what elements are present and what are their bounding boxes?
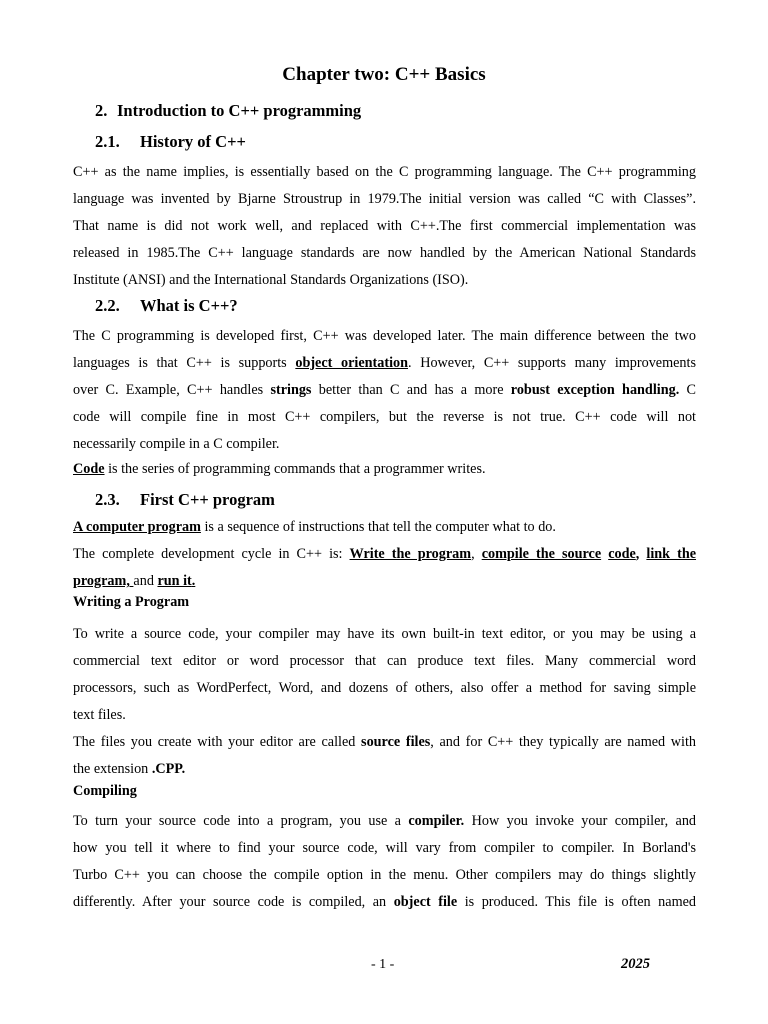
chapter-title: Chapter two: C++ Basics (282, 64, 486, 85)
paragraph-line: languages is that C++ is supports object orientation. However, C++ supports many improvements (73, 355, 696, 371)
paragraph-line: The files you create with your editor are called source files, and for C++ they typically are named with (73, 734, 696, 750)
paragraph-line: over C. Example, C++ handles strings better than C and has a more robust exception handling. C (73, 382, 697, 398)
term-write-the-program: Write the program (349, 546, 472, 562)
compiling-heading: Compiling (73, 783, 137, 799)
section-number: 2.3. (95, 490, 120, 509)
code-definition: Code is the series of programming commands that a programmer writes. (73, 461, 486, 477)
term-run-it: run it (157, 573, 192, 589)
section-title: What is C++? (140, 296, 238, 315)
paragraph-line: program, and run it. (73, 573, 196, 589)
paragraph-line: The complete development cycle in C++ is: Write the program, compile the source code, link the (73, 546, 697, 562)
writing-heading: Writing a Program (73, 594, 190, 610)
term-compile-the-source: compile the source (481, 546, 602, 562)
term-link-the: link the (646, 546, 697, 562)
paragraph-line: C++ as the name implies, is essentially based on the C programming language. The C++ programming (73, 164, 696, 180)
term-computer-program: A computer program (73, 519, 201, 535)
paragraph-line: processors, such as WordPerfect, Word, and dozens of others, also offer a method for saving simple (73, 680, 696, 696)
section-title: History of C++ (140, 132, 246, 151)
paragraph-line: Institute (ANSI) and the International Standards Organizations (ISO). (73, 272, 469, 288)
paragraph-line: That name is did not work well, and replaced with C++.The first commercial implementation was (73, 218, 696, 234)
paragraph-line: necessarily compile in a C compiler. (73, 436, 280, 452)
term-object-file: object file (393, 894, 458, 910)
history-paragraph (73, 159, 696, 294)
paragraph-line: code will compile fine in most C++ compilers, but the reverse is not true. C++ code will not (73, 409, 696, 425)
section-title: Introduction to C++ programming (117, 101, 362, 120)
term-program: program, (73, 573, 134, 589)
term-code: Code (73, 461, 105, 477)
section-number: 2.2. (95, 296, 120, 315)
page-number: - 1 - (371, 957, 395, 972)
paragraph-line: Turbo C++ you can choose the compile option in the menu. Other compilers may do things slightly (73, 867, 696, 883)
development-cycle-paragraph (73, 541, 696, 595)
term-robust-exception-handling: robust exception handling. (510, 382, 680, 398)
paragraph-line: The C programming is developed first, C++ was developed later. The main difference between the two (73, 328, 696, 344)
section-heading-2 (95, 101, 361, 121)
term-code: code (608, 546, 636, 562)
writing-paragraph (73, 621, 696, 783)
paragraph-line: text files. (73, 707, 126, 723)
what-is-cpp-paragraph (73, 323, 696, 458)
paragraph-line: language was invented by Bjarne Stroustrup in 1979.The initial version was called “C with Classes”. (73, 191, 696, 207)
paragraph-line: released in 1985.The C++ language standards are now handled by the American National Standards (73, 245, 696, 261)
paragraph-line: how you tell it where to find your source code, will vary from compiler to compiler. In Borland's (73, 840, 696, 856)
compiling-paragraph (73, 808, 696, 916)
paragraph-line: To write a source code, your compiler may have its own built-in text editor, or you may be using a (73, 626, 696, 642)
section-number: 2.1. (95, 132, 120, 151)
term-cpp-extension: .CPP. (151, 761, 186, 777)
term-object-orientation: object orientation (295, 355, 409, 371)
term-strings: strings (270, 382, 312, 398)
term-source-files: source files (361, 734, 431, 750)
computer-program-definition: A computer program is a sequence of instructions that tell the computer what to do. (73, 519, 556, 535)
paragraph-line: differently. After your source code is compiled, an object file is produced. This file is often named (73, 894, 696, 910)
paragraph-line: To turn your source code into a program, you use a compiler. How you invoke your compiler, and (73, 813, 697, 829)
term-compiler: compiler. (408, 813, 465, 829)
footer-year: 2025 (621, 956, 650, 972)
section-heading-2-3 (95, 490, 275, 510)
section-number: 2. (95, 101, 108, 120)
section-heading-2-1 (95, 132, 246, 152)
paragraph-line: the extension .CPP. (73, 761, 186, 777)
section-heading-2-2 (95, 296, 238, 316)
section-title: First C++ program (140, 490, 275, 509)
paragraph-line: commercial text editor or word processor that can produce text files. Many commercial word (73, 653, 696, 669)
